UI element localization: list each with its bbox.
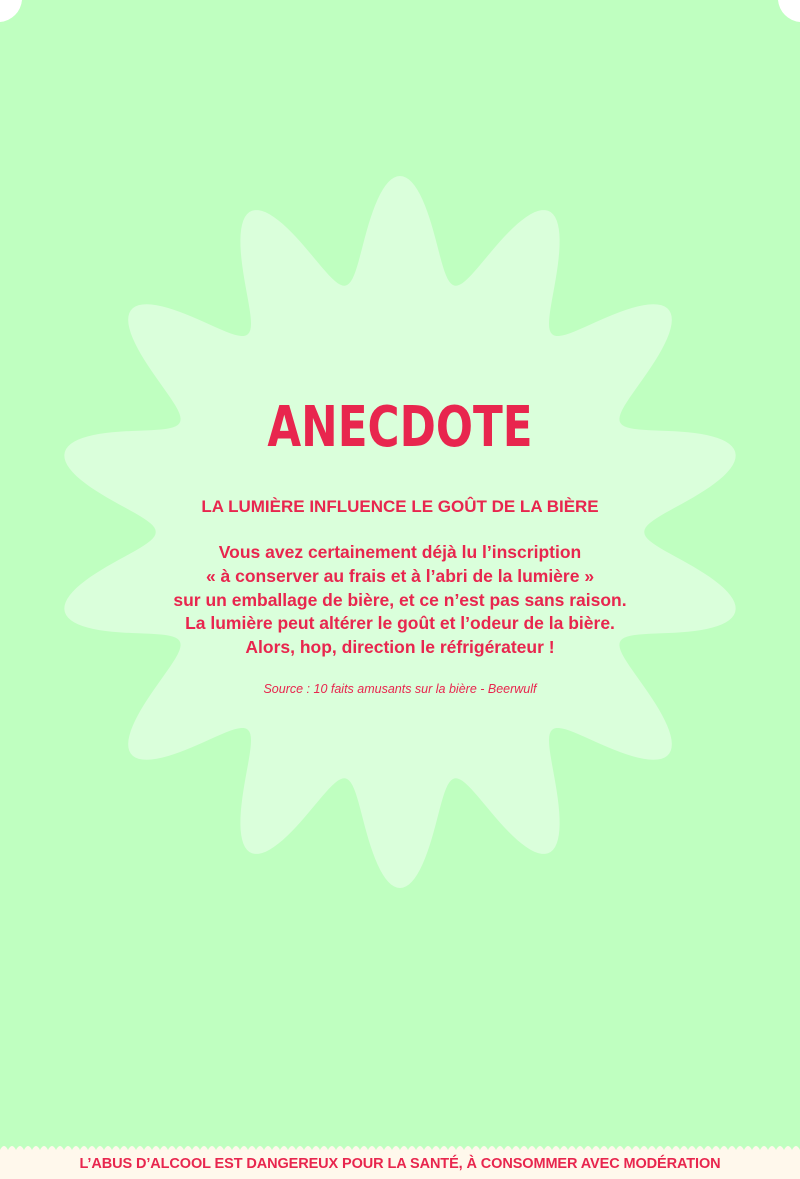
- body-line: Alors, hop, direction le réfrigérateur !: [245, 637, 555, 658]
- body-line: La lumière peut altérer le goût et l’odeur de la bière.: [185, 613, 615, 634]
- source-citation: Source : 10 faits amusants sur la bière - Beerwulf: [263, 682, 537, 696]
- anecdote-title: ANECDOTE: [267, 395, 533, 460]
- anecdote-body: [0, 541, 800, 660]
- health-warning: L’ABUS D’ALCOOL EST DANGEREUX POUR LA SANTÉ, À CONSOMMER AVEC MODÉRATION: [79, 1156, 721, 1172]
- anecdote-subtitle: LA LUMIÈRE INFLUENCE LE GOÛT DE LA BIÈRE: [201, 497, 599, 516]
- body-line: sur un emballage de bière, et ce n’est pas sans raison.: [173, 589, 627, 610]
- body-line: « à conserver au frais et à l’abri de la lumière »: [205, 565, 595, 586]
- body-line: Vous avez certainement déjà lu l’inscription: [218, 542, 582, 562]
